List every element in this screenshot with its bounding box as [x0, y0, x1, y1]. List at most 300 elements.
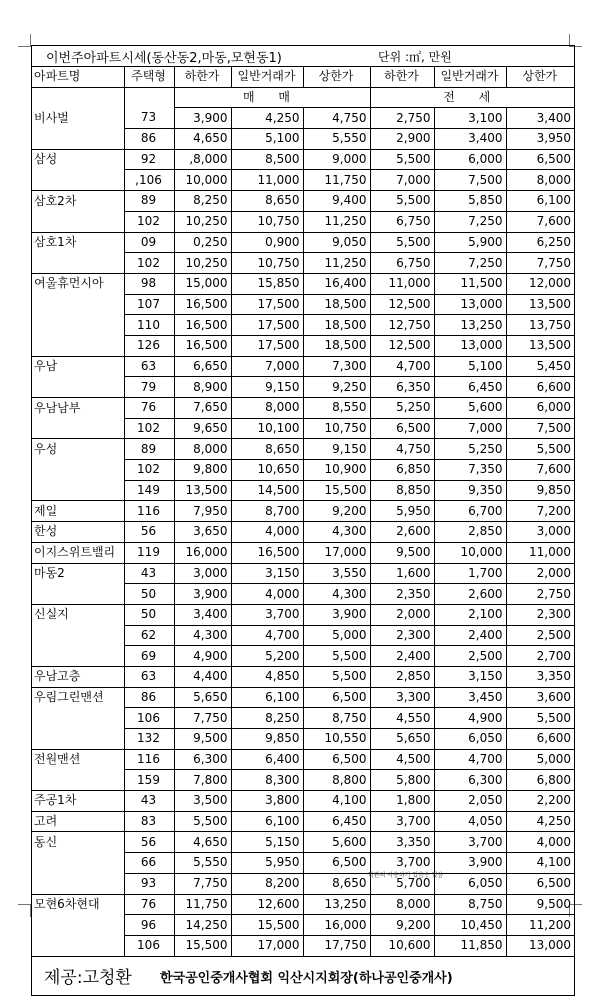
- unit-size: 43: [124, 563, 174, 584]
- column-header: 일반거래가: [434, 67, 506, 87]
- table-row: [32, 522, 574, 543]
- price-cell: 6,750: [370, 253, 434, 274]
- table-row: [32, 480, 574, 501]
- price-cell: 3,700: [434, 832, 506, 853]
- table-row: [32, 129, 574, 150]
- price-cell: 5,500: [370, 191, 434, 212]
- price-cell: 18,500: [303, 335, 370, 356]
- price-cell: 10,750: [231, 253, 303, 274]
- price-cell: 8,000: [231, 398, 303, 419]
- price-cell: 6,050: [434, 873, 506, 894]
- price-cell: 11,500: [434, 273, 506, 294]
- table-row: [32, 273, 574, 294]
- unit-size: 116: [124, 501, 174, 522]
- unit-size: 89: [124, 439, 174, 460]
- price-cell: 4,750: [370, 439, 434, 460]
- table-row: [32, 915, 574, 936]
- apartment-name: [32, 460, 124, 481]
- price-cell: 13,500: [506, 294, 574, 315]
- price-cell: 13,000: [434, 294, 506, 315]
- column-header: 아파트명: [32, 67, 124, 87]
- unit-size: 102: [124, 460, 174, 481]
- price-cell: 1,700: [434, 563, 506, 584]
- table-row: [32, 894, 574, 915]
- unit-size: 116: [124, 749, 174, 770]
- price-cell: 3,900: [174, 584, 231, 605]
- footer: [32, 957, 574, 995]
- price-cell: 4,250: [231, 108, 303, 129]
- price-cell: 7,250: [434, 253, 506, 274]
- price-cell: 3,400: [434, 129, 506, 150]
- price-cell: 16,500: [174, 335, 231, 356]
- price-cell: 11,000: [370, 273, 434, 294]
- price-cell: 17,500: [231, 335, 303, 356]
- price-cell: 9,500: [174, 729, 231, 750]
- price-cell: 6,750: [370, 211, 434, 232]
- price-cell: 8,250: [174, 191, 231, 212]
- footer-credit: 제공:고청환: [44, 967, 132, 988]
- unit-size: 50: [124, 584, 174, 605]
- apartment-name: [32, 335, 124, 356]
- price-cell: 6,100: [231, 811, 303, 832]
- price-cell: 10,100: [231, 418, 303, 439]
- price-cell: 10,750: [303, 418, 370, 439]
- unit-size: 76: [124, 894, 174, 915]
- price-cell: 3,000: [174, 563, 231, 584]
- table-row: [32, 253, 574, 274]
- price-cell: 3,550: [303, 563, 370, 584]
- price-cell: 9,850: [231, 729, 303, 750]
- table-row: [32, 460, 574, 481]
- price-cell: 2,750: [506, 584, 574, 605]
- table-row: [32, 108, 574, 129]
- column-header: 상한가: [506, 67, 574, 87]
- table-row: [32, 398, 574, 419]
- price-cell: 8,750: [303, 708, 370, 729]
- price-cell: 16,500: [231, 542, 303, 563]
- apartment-name: [32, 315, 124, 336]
- price-cell: 5,650: [174, 687, 231, 708]
- price-cell: 6,450: [303, 811, 370, 832]
- table-row: [32, 604, 574, 625]
- table-row: [32, 811, 574, 832]
- price-cell: 6,500: [303, 687, 370, 708]
- price-cell: ,8,000: [174, 149, 231, 170]
- price-cell: 6,850: [370, 460, 434, 481]
- page-corner-mark: [18, 904, 31, 917]
- price-cell: 2,100: [434, 604, 506, 625]
- price-cell: 5,500: [506, 708, 574, 729]
- apartment-name: 우성: [34, 441, 58, 456]
- price-cell: 13,500: [174, 480, 231, 501]
- apartment-name: [32, 708, 124, 729]
- price-cell: 7,000: [370, 170, 434, 191]
- apartment-name: 우남: [34, 359, 58, 374]
- table-row: [32, 149, 574, 170]
- apartment-name: 마동2: [34, 566, 65, 581]
- price-cell: 3,700: [370, 853, 434, 874]
- price-cell: 9,500: [506, 894, 574, 915]
- price-cell: 15,500: [174, 935, 231, 956]
- apartment-name: [32, 584, 124, 605]
- page-title: 이번주아파트시세(동산동2,마동,모현동1): [46, 51, 282, 66]
- table-row: [32, 729, 574, 750]
- apartment-name: 동신: [34, 835, 58, 850]
- table-row: [32, 191, 574, 212]
- table-row: [32, 439, 574, 460]
- apartment-name: 모현6차현대: [34, 897, 100, 912]
- price-cell: 13,750: [506, 315, 574, 336]
- price-cell: 4,100: [303, 791, 370, 812]
- unit-size: 09: [124, 232, 174, 253]
- price-cell: 7,750: [174, 873, 231, 894]
- price-cell: 5,150: [231, 832, 303, 853]
- price-cell: 8,000: [506, 170, 574, 191]
- table-row: [32, 853, 574, 874]
- apartment-name: [32, 646, 124, 667]
- table-row: [32, 315, 574, 336]
- price-cell: 3,150: [434, 666, 506, 687]
- price-cell: 3,100: [434, 108, 506, 129]
- price-cell: 2,200: [506, 791, 574, 812]
- unit-size: 50: [124, 604, 174, 625]
- price-cell: 5,200: [231, 646, 303, 667]
- price-cell: 9,800: [174, 460, 231, 481]
- price-cell: 15,500: [303, 480, 370, 501]
- price-cell: 3,350: [370, 832, 434, 853]
- price-cell: 11,000: [506, 542, 574, 563]
- price-cell: 8,000: [370, 894, 434, 915]
- table-row: [32, 356, 574, 377]
- price-cell: 6,300: [174, 749, 231, 770]
- apartment-name: [32, 770, 124, 791]
- price-cell: 8,200: [231, 873, 303, 894]
- apartment-name: 한성: [32, 522, 124, 543]
- price-cell: 3,700: [231, 604, 303, 625]
- price-cell: 4,300: [174, 625, 231, 646]
- price-cell: 2,500: [506, 625, 574, 646]
- unit-size: 43: [124, 791, 174, 812]
- column-header: 상한가: [303, 67, 370, 87]
- apartment-name: 우림그린맨션: [34, 690, 104, 705]
- price-cell: 4,300: [303, 584, 370, 605]
- price-cell: 2,600: [434, 584, 506, 605]
- price-cell: 4,250: [506, 811, 574, 832]
- price-cell: 9,500: [370, 542, 434, 563]
- price-cell: 6,600: [506, 729, 574, 750]
- price-cell: 6,500: [506, 873, 574, 894]
- price-cell: 5,100: [231, 129, 303, 150]
- price-cell: 17,500: [231, 315, 303, 336]
- price-cell: 8,000: [174, 439, 231, 460]
- price-cell: 16,500: [174, 294, 231, 315]
- price-cell: 10,550: [303, 729, 370, 750]
- price-cell: 6,500: [303, 749, 370, 770]
- price-cell: 11,850: [434, 935, 506, 956]
- price-cell: 7,750: [174, 708, 231, 729]
- unit-size: 63: [124, 356, 174, 377]
- unit-size: 102: [124, 418, 174, 439]
- price-cell: 6,500: [370, 418, 434, 439]
- unit-size: 73: [124, 108, 174, 129]
- unit-size: 98: [124, 273, 174, 294]
- price-cell: 6,500: [506, 149, 574, 170]
- price-cell: 2,050: [434, 791, 506, 812]
- price-cell: 2,850: [434, 522, 506, 543]
- unit-size: 110: [124, 315, 174, 336]
- price-cell: 2,500: [434, 646, 506, 667]
- price-cell: 5,500: [303, 666, 370, 687]
- table-row: [32, 666, 574, 687]
- apartment-name: [32, 211, 124, 232]
- price-cell: 4,700: [370, 356, 434, 377]
- price-cell: 6,400: [231, 749, 303, 770]
- unit-size: 89: [124, 191, 174, 212]
- price-cell: 12,600: [231, 894, 303, 915]
- unit-size: 83: [124, 811, 174, 832]
- table-row: [32, 873, 574, 894]
- price-cell: 2,900: [370, 129, 434, 150]
- price-cell: 3,150: [231, 563, 303, 584]
- price-cell: 8,300: [231, 770, 303, 791]
- table-row: [32, 935, 574, 956]
- apartment-name: 이지스위트밸리: [32, 542, 124, 563]
- unit-size: 86: [124, 687, 174, 708]
- price-cell: 6,100: [506, 191, 574, 212]
- table-row: [32, 646, 574, 667]
- table-body: [32, 108, 574, 956]
- unit-size: 126: [124, 335, 174, 356]
- price-cell: 4,900: [174, 646, 231, 667]
- price-cell: 6,350: [370, 377, 434, 398]
- price-cell: 3,800: [231, 791, 303, 812]
- price-cell: 6,650: [174, 356, 231, 377]
- price-cell: 6,700: [434, 501, 506, 522]
- unit-size: 79: [124, 377, 174, 398]
- price-cell: 13,250: [434, 315, 506, 336]
- price-cell: 3,650: [174, 522, 231, 543]
- price-cell: 0,900: [231, 232, 303, 253]
- price-cell: 12,500: [370, 294, 434, 315]
- price-cell: 3,300: [370, 687, 434, 708]
- price-cell: 11,250: [303, 211, 370, 232]
- price-cell: 5,600: [434, 398, 506, 419]
- price-cell: 2,350: [370, 584, 434, 605]
- price-cell: 8,550: [303, 398, 370, 419]
- price-cell: 18,500: [303, 315, 370, 336]
- price-cell: 9,000: [303, 149, 370, 170]
- apartment-name: 고려: [32, 811, 124, 832]
- table-row: [32, 170, 574, 191]
- price-cell: 9,400: [303, 191, 370, 212]
- price-cell: 5,550: [303, 129, 370, 150]
- price-cell: 8,850: [370, 480, 434, 501]
- price-cell: 2,400: [370, 646, 434, 667]
- subheader-blank: [32, 87, 124, 108]
- title-row: [32, 46, 574, 67]
- apartment-name: [32, 170, 124, 191]
- price-cell: 10,650: [231, 460, 303, 481]
- table-row: [32, 832, 574, 853]
- price-cell: 15,500: [231, 915, 303, 936]
- price-sheet: [31, 45, 575, 996]
- subheader-sale: 매 매: [174, 87, 370, 108]
- price-cell: 6,050: [434, 729, 506, 750]
- price-cell: 9,650: [174, 418, 231, 439]
- price-cell: 5,550: [174, 853, 231, 874]
- price-cell: 5,800: [370, 770, 434, 791]
- price-cell: 5,900: [434, 232, 506, 253]
- price-cell: 2,000: [506, 563, 574, 584]
- price-cell: 17,750: [303, 935, 370, 956]
- apartment-name: 주공1차: [32, 791, 124, 812]
- price-cell: 5,250: [434, 439, 506, 460]
- price-cell: 9,850: [506, 480, 574, 501]
- apartment-name: [32, 480, 124, 501]
- unit-size: 76: [124, 398, 174, 419]
- price-cell: 6,500: [303, 853, 370, 874]
- price-cell: 11,750: [303, 170, 370, 191]
- apartment-name: [32, 729, 124, 750]
- price-cell: 7,500: [506, 418, 574, 439]
- apartment-name: 여울휴먼시아: [34, 276, 104, 291]
- unit-size: ,106: [124, 170, 174, 191]
- price-cell: 7,200: [506, 501, 574, 522]
- price-cell: 13,000: [506, 935, 574, 956]
- price-cell: 11,250: [303, 253, 370, 274]
- price-cell: 4,100: [506, 853, 574, 874]
- price-cell: 2,850: [370, 666, 434, 687]
- price-cell: 7,600: [506, 211, 574, 232]
- price-cell: 2,700: [506, 646, 574, 667]
- price-cell: 13,500: [506, 335, 574, 356]
- unit-size: 119: [124, 542, 174, 563]
- price-cell: 5,500: [370, 149, 434, 170]
- price-cell: 4,000: [231, 522, 303, 543]
- apartment-name: [32, 625, 124, 646]
- unit-size: 102: [124, 211, 174, 232]
- unit-size: 56: [124, 832, 174, 853]
- price-cell: 8,800: [303, 770, 370, 791]
- price-cell: 15,000: [174, 273, 231, 294]
- apartment-name: [32, 129, 124, 150]
- table-row: [32, 542, 574, 563]
- unit-size: 62: [124, 625, 174, 646]
- table-row: [32, 418, 574, 439]
- price-cell: 8,700: [231, 501, 303, 522]
- price-cell: 10,450: [434, 915, 506, 936]
- price-cell: 18,500: [303, 294, 370, 315]
- price-cell: 9,150: [231, 377, 303, 398]
- price-cell: 14,500: [231, 480, 303, 501]
- price-cell: 11,750: [174, 894, 231, 915]
- unit-size: 102: [124, 253, 174, 274]
- price-cell: 3,400: [174, 604, 231, 625]
- price-cell: 9,150: [303, 439, 370, 460]
- price-cell: 3,950: [506, 129, 574, 150]
- price-cell: 5,250: [370, 398, 434, 419]
- price-cell: 16,400: [303, 273, 370, 294]
- apartment-name: [32, 377, 124, 398]
- price-cell: 17,000: [303, 542, 370, 563]
- subheader-jeonse: 전 세: [370, 87, 574, 108]
- price-cell: 4,650: [174, 129, 231, 150]
- price-cell: 5,950: [231, 853, 303, 874]
- unit-size: 93: [124, 873, 174, 894]
- price-cell: 7,500: [434, 170, 506, 191]
- table-row: [32, 232, 574, 253]
- price-cell: 4,700: [434, 749, 506, 770]
- unit-size: 106: [124, 708, 174, 729]
- price-cell: 5,950: [370, 501, 434, 522]
- price-cell: 2,400: [434, 625, 506, 646]
- apartment-name: [32, 853, 124, 874]
- price-cell: 4,700: [231, 625, 303, 646]
- price-cell: 4,850: [231, 666, 303, 687]
- table-row: [32, 584, 574, 605]
- unit-size: 69: [124, 646, 174, 667]
- price-cell: 7,800: [174, 770, 231, 791]
- table-row: [32, 335, 574, 356]
- table-row: [32, 563, 574, 584]
- price-cell: 9,050: [303, 232, 370, 253]
- table-row: [32, 791, 574, 812]
- price-cell: 3,450: [434, 687, 506, 708]
- price-cell: 6,000: [506, 398, 574, 419]
- price-cell: 2,000: [370, 604, 434, 625]
- price-cell: 10,250: [174, 211, 231, 232]
- apartment-name: 삼호2차: [34, 193, 77, 208]
- apartment-name: [32, 873, 124, 894]
- price-cell: 15,850: [231, 273, 303, 294]
- price-cell: 3,900: [434, 853, 506, 874]
- apartment-price-table: [32, 67, 574, 957]
- price-cell: 12,750: [370, 315, 434, 336]
- price-cell: 9,200: [303, 501, 370, 522]
- price-cell: 6,450: [434, 377, 506, 398]
- table-row: [32, 501, 574, 522]
- price-cell: 7,300: [303, 356, 370, 377]
- apartment-name: [32, 915, 124, 936]
- price-cell: 5,000: [303, 625, 370, 646]
- apartment-name: [32, 294, 124, 315]
- unit-label: 단위 :㎡, 만원: [378, 50, 452, 64]
- price-cell: 0,250: [174, 232, 231, 253]
- price-cell: 5,850: [434, 191, 506, 212]
- unit-size: 96: [124, 915, 174, 936]
- table-row: [32, 687, 574, 708]
- unit-size: 86: [124, 129, 174, 150]
- table-row: [32, 625, 574, 646]
- price-cell: 7,250: [434, 211, 506, 232]
- price-cell: 6,100: [231, 687, 303, 708]
- apartment-name: 우남고층: [32, 666, 124, 687]
- price-cell: 3,700: [370, 811, 434, 832]
- price-cell: 5,700: [370, 873, 434, 894]
- price-cell: 10,900: [303, 460, 370, 481]
- column-header: 주택형: [124, 67, 174, 87]
- price-cell: 6,300: [434, 770, 506, 791]
- price-cell: 9,350: [434, 480, 506, 501]
- price-cell: 16,000: [174, 542, 231, 563]
- apartment-name: [32, 418, 124, 439]
- price-cell: 5,650: [370, 729, 434, 750]
- price-cell: 5,500: [174, 811, 231, 832]
- apartment-name: 삼성: [34, 152, 58, 167]
- apartment-name: 전원맨션: [34, 752, 81, 767]
- price-cell: 6,600: [506, 377, 574, 398]
- price-cell: 7,350: [434, 460, 506, 481]
